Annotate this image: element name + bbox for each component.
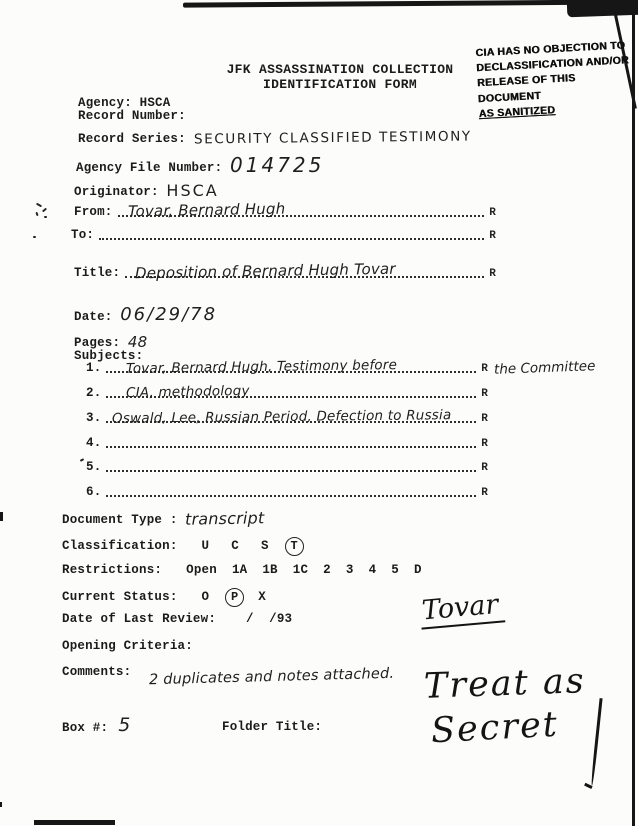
pages-value: 48 (127, 333, 148, 351)
classification-option-s: S (260, 539, 269, 554)
date-value: 06/29/78 (120, 304, 218, 325)
restriction-option: 1C (292, 563, 309, 577)
subject-value: Tovar, Bernard Hugh, Testimony before (126, 356, 398, 377)
pages-field (74, 335, 147, 350)
scan-artifact-corner-blob (567, 0, 638, 17)
restriction-option: 4 (368, 563, 377, 577)
document-type-value: transcript (185, 508, 265, 529)
subject-number: 1. (86, 361, 102, 375)
dotted-line (106, 467, 476, 472)
from-value: Tovar, Bernard Hugh (127, 199, 285, 221)
agency-file-number-field (76, 155, 324, 175)
r-marker: R (481, 461, 488, 474)
record-series-field (78, 128, 472, 148)
current-status-label: Current Status: (62, 590, 178, 605)
dotted-line (99, 235, 484, 240)
subject-row-3 (86, 407, 488, 427)
r-marker: R (489, 267, 496, 280)
stamp-line: CIA HAS NO OBJECTION TO (475, 39, 626, 60)
treat-as-annotation: Treat as (423, 661, 587, 707)
subject-row-2 (86, 382, 488, 401)
form-title-line1: JFK ASSASSINATION COLLECTION (226, 62, 454, 77)
r-marker: R (481, 412, 488, 425)
current-status-options (178, 588, 266, 607)
r-marker: R (481, 486, 488, 499)
subject-row-4 (86, 436, 488, 450)
subject-value: Oswald, Lee, Russian Period, Defection to Russia (112, 407, 452, 427)
restriction-option: 3 (345, 563, 354, 577)
opening-criteria-field (62, 639, 193, 653)
title-value: Deposition of Bernard Hugh Tovar (135, 259, 397, 283)
dotted-line (106, 382, 476, 401)
comments-value: 2 duplicates and notes attached. (149, 665, 395, 689)
dotted-line (106, 492, 476, 497)
restrictions-field (62, 563, 422, 577)
restriction-option: Open (186, 563, 217, 577)
restriction-option: 5 (391, 563, 399, 577)
originator-field (74, 183, 219, 199)
from-field (74, 199, 496, 221)
dotted-line (106, 443, 476, 448)
stamp-line: RELEASE OF THIS DOCUMENT (476, 72, 576, 105)
scan-artifact-left-tick (0, 512, 3, 521)
agency-file-number-value: 014725 (230, 153, 325, 177)
box-number-label: Box #: (62, 720, 109, 735)
secret-annotation: Secret (430, 704, 560, 752)
stamp-line: AS SANITIZED (478, 104, 556, 121)
date-label: Date: (74, 309, 113, 324)
subject-number: 3. (86, 411, 102, 425)
subject-number: 4. (86, 436, 102, 450)
agency-label: Agency: (78, 96, 132, 110)
r-marker: R (489, 206, 496, 219)
cia-release-stamp (475, 38, 638, 122)
subject-number: 6. (86, 485, 102, 499)
subject-row-6 (86, 485, 488, 499)
box-number-value: 5 (118, 714, 131, 736)
restriction-option: 1B (262, 563, 278, 577)
classification-option-u: U (201, 539, 210, 554)
tovar-annotation: Tovar (419, 588, 506, 629)
document-type-label: Document Type : (62, 512, 178, 527)
date-of-last-review-value: / /93 (246, 612, 293, 626)
status-option-o: O (201, 590, 210, 605)
status-option-p-circled: P (225, 588, 244, 607)
ink-smudge (42, 208, 47, 213)
date-field (74, 306, 217, 324)
opening-criteria-label: Opening Criteria: (62, 639, 193, 653)
classification-field (62, 537, 304, 556)
ink-smudge (35, 212, 38, 216)
subject-row-5 (86, 460, 488, 474)
r-marker: R (481, 362, 488, 375)
form-title (206, 63, 474, 93)
r-marker: R (481, 387, 488, 400)
date-of-last-review-field (62, 612, 292, 626)
record-number-label: Record Number: (78, 109, 186, 123)
pen-stroke (590, 698, 602, 786)
classification-label: Classification: (62, 539, 178, 554)
ink-smudge (80, 458, 84, 462)
subject-value: CIA, methodology (126, 382, 251, 401)
date-of-last-review-label: Date of Last Review: (62, 612, 217, 626)
ink-smudge (33, 236, 36, 238)
box-number-field (62, 716, 131, 735)
folder-title-field (222, 720, 322, 734)
scan-artifact-left-tick-low (0, 802, 2, 807)
restriction-option: 1A (231, 563, 248, 577)
record-series-value: SECURITY CLASSIFIED TESTIMONY (193, 128, 472, 148)
record-number-field (78, 109, 186, 123)
comments-label: Comments: (62, 665, 132, 680)
restriction-option: D (413, 563, 422, 577)
subject-row-1 (86, 356, 488, 377)
folder-title-label: Folder Title: (222, 720, 323, 734)
classification-option-c: C (231, 539, 239, 554)
agency-value: HSCA (139, 96, 171, 110)
from-label: From: (74, 205, 113, 219)
originator-value: HSCA (166, 181, 219, 200)
agency-file-number-label: Agency File Number: (76, 160, 223, 175)
stamp-line: DECLASSIFICATION AND/OR (475, 54, 630, 75)
restrictions-options (162, 563, 422, 577)
subjects-label-text: Subjects: (74, 349, 144, 363)
restriction-option: 2 (323, 563, 331, 577)
ink-smudge (36, 203, 42, 208)
comments-field (62, 665, 395, 689)
to-field (71, 228, 496, 242)
document-type-field (62, 508, 265, 529)
dotted-line (106, 407, 476, 427)
to-label: To: (71, 228, 95, 242)
r-marker: R (489, 229, 496, 242)
classification-option-t-circled: T (285, 537, 304, 556)
current-status-field (62, 588, 266, 607)
ink-smudge (44, 216, 47, 218)
scan-artifact-right-edge-line (632, 10, 635, 826)
dotted-line (106, 356, 476, 377)
pages-label: Pages: (74, 335, 121, 350)
title-label: Title: (74, 266, 121, 280)
record-series-label: Record Series: (78, 132, 186, 147)
form-title-line2: IDENTIFICATION FORM (263, 76, 417, 92)
r-marker: R (481, 437, 488, 450)
originator-label: Originator: (74, 184, 159, 199)
restrictions-label: Restrictions: (62, 563, 163, 577)
subject-number: 5. (86, 460, 102, 474)
status-option-x: X (258, 590, 266, 605)
dotted-line (125, 259, 484, 283)
dotted-line (118, 199, 485, 221)
scan-artifact-bottom-bar (34, 820, 115, 825)
subject-number: 2. (86, 386, 102, 400)
title-field (74, 259, 496, 283)
subject-overflow: the Committee (493, 358, 596, 378)
classification-options (178, 537, 304, 556)
